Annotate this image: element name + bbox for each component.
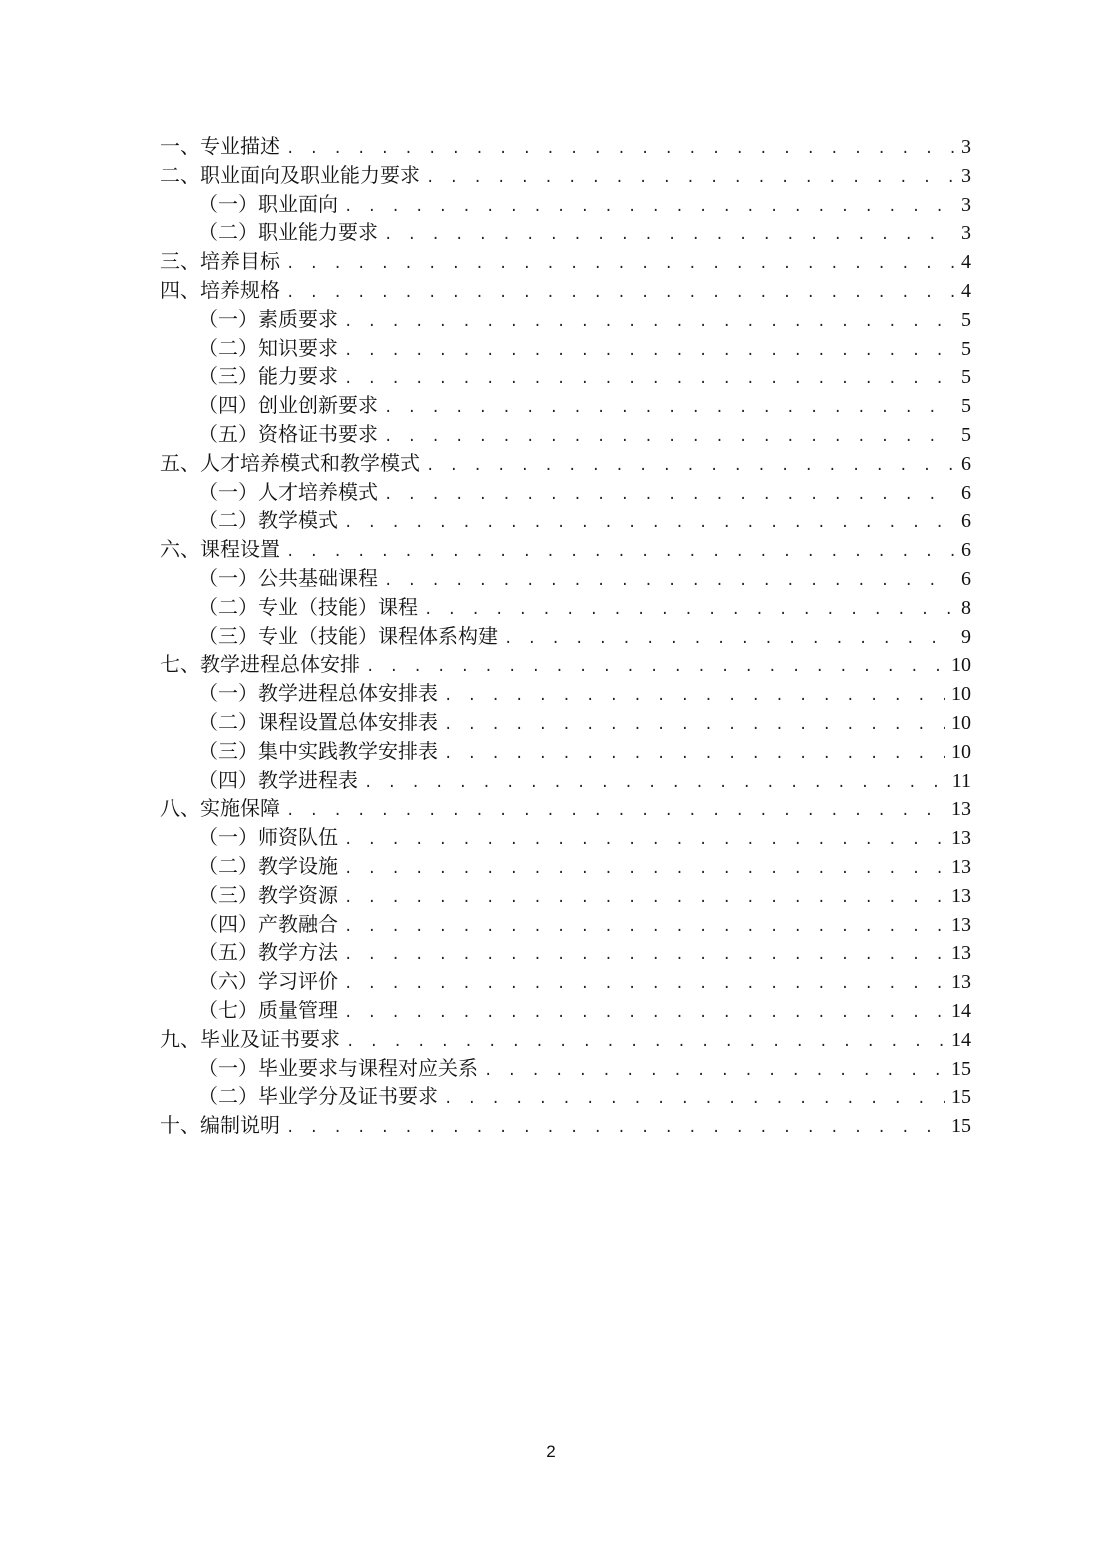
toc-subsection-entry[interactable] (160, 362, 971, 391)
toc-subsection-entry[interactable] (160, 218, 971, 247)
toc-entry-title: （四）创业创新要求 (198, 393, 378, 418)
toc-dot-leader (384, 481, 955, 510)
toc-entry-page-number: 13 (951, 884, 971, 907)
toc-entry-title: （四）产教融合 (198, 911, 338, 936)
toc-section-entry[interactable] (160, 276, 971, 305)
toc-entry-title: 五、人才培养模式和教学模式 (160, 450, 420, 475)
toc-section-entry[interactable] (160, 161, 971, 190)
toc-entry-title: 一、专业描述 (160, 134, 280, 158)
toc-entry-title: （三）能力要求 (198, 364, 338, 389)
toc-entry-page-number: 3 (961, 193, 971, 216)
toc-entry-title: （五）教学方法 (198, 940, 338, 965)
toc-entry-page-number: 13 (951, 913, 971, 936)
toc-dot-leader (426, 164, 955, 193)
toc-dot-leader (426, 452, 955, 481)
toc-entry-title: （三）专业（技能）课程体系构建 (198, 623, 498, 648)
toc-subsection-entry[interactable] (160, 506, 971, 535)
toc-entry-page-number: 3 (961, 222, 971, 245)
toc-entry-page-number: 14 (951, 1028, 971, 1051)
toc-section-entry[interactable] (160, 535, 971, 564)
toc-section-entry[interactable] (160, 794, 971, 823)
toc-entry-page-number: 5 (961, 337, 971, 360)
toc-entry-title: （三）教学资源 (198, 882, 338, 907)
toc-entry-page-number: 6 (961, 567, 971, 590)
toc-section-entry[interactable] (160, 247, 971, 276)
toc-dot-leader (344, 941, 945, 970)
toc-entry-page-number: 13 (951, 942, 971, 965)
toc-entry-page-number: 4 (961, 279, 971, 302)
toc-entry-title: （一）公共基础课程 (198, 565, 378, 590)
toc-dot-leader (484, 1057, 945, 1086)
toc-dot-leader (286, 797, 945, 826)
toc-entry-title: （一）素质要求 (198, 306, 338, 331)
toc-section-entry[interactable] (160, 449, 971, 478)
toc-entry-title: （一）师资队伍 (198, 825, 338, 850)
toc-dot-leader (286, 279, 955, 308)
toc-subsection-entry[interactable] (160, 564, 971, 593)
toc-entry-title: 九、毕业及证书要求 (160, 1026, 340, 1051)
toc-subsection-entry[interactable] (160, 334, 971, 363)
toc-dot-leader (444, 682, 945, 711)
toc-entry-page-number: 10 (951, 740, 971, 763)
toc-entry-page-number: 5 (961, 308, 971, 331)
toc-dot-leader (344, 193, 955, 222)
toc-dot-leader (384, 567, 955, 596)
toc-entry-title: （三）集中实践教学安排表 (198, 738, 438, 763)
toc-entry-page-number: 15 (951, 1115, 971, 1138)
toc-subsection-entry[interactable] (160, 737, 971, 766)
toc-subsection-entry[interactable] (160, 622, 971, 651)
toc-section-entry[interactable] (160, 132, 971, 161)
toc-entry-title: 十、编制说明 (160, 1113, 280, 1138)
toc-entry-title: （一）毕业要求与课程对应关系 (198, 1055, 478, 1080)
toc-entry-page-number: 10 (951, 654, 971, 677)
toc-entry-page-number: 6 (961, 539, 971, 562)
toc-section-entry[interactable] (160, 1111, 971, 1140)
toc-entry-page-number: 6 (961, 510, 971, 533)
toc-entry-page-number: 5 (961, 366, 971, 389)
toc-dot-leader (444, 711, 945, 740)
toc-dot-leader (344, 308, 955, 337)
toc-entry-title: （六）学习评价 (198, 969, 338, 994)
toc-subsection-entry[interactable] (160, 996, 971, 1025)
page-number: 2 (546, 1442, 556, 1461)
toc-entry-title: （一）职业面向 (198, 191, 338, 216)
toc-dot-leader (384, 221, 955, 250)
toc-subsection-entry[interactable] (160, 852, 971, 881)
toc-entry-title: 六、课程设置 (160, 537, 280, 562)
toc-entry-page-number: 11 (951, 769, 971, 792)
toc-entry-title: （二）课程设置总体安排表 (198, 709, 438, 734)
toc-entry-page-number: 13 (951, 798, 971, 821)
toc-entry-title: （二）毕业学分及证书要求 (198, 1084, 438, 1109)
toc-dot-leader (344, 999, 945, 1028)
toc-dot-leader (384, 423, 955, 452)
toc-dot-leader (344, 884, 945, 913)
toc-subsection-entry[interactable] (160, 938, 971, 967)
toc-entry-title: 七、教学进程总体安排 (160, 652, 360, 677)
toc-dot-leader (344, 970, 945, 999)
toc-entry-title: （一）教学进程总体安排表 (198, 681, 438, 706)
toc-dot-leader (384, 394, 955, 423)
toc-dot-leader (444, 1085, 945, 1114)
toc-entry-title: （四）教学进程表 (198, 767, 358, 792)
toc-subsection-entry[interactable] (160, 823, 971, 852)
table-of-contents (160, 132, 971, 1140)
toc-entry-title: （二）教学设施 (198, 853, 338, 878)
toc-subsection-entry[interactable] (160, 305, 971, 334)
toc-subsection-entry[interactable] (160, 708, 971, 737)
toc-dot-leader (346, 1028, 945, 1057)
toc-subsection-entry[interactable] (160, 190, 971, 219)
toc-entry-page-number: 10 (951, 711, 971, 734)
toc-entry-page-number: 3 (961, 136, 971, 158)
toc-dot-leader (364, 769, 946, 798)
toc-entry-title: （二）知识要求 (198, 335, 338, 360)
toc-entry-page-number: 3 (961, 164, 971, 187)
toc-dot-leader (286, 538, 955, 567)
toc-section-entry[interactable] (160, 650, 971, 679)
toc-entry-title: 四、培养规格 (160, 277, 280, 302)
toc-entry-page-number: 13 (951, 855, 971, 878)
toc-entry-page-number: 5 (961, 423, 971, 446)
toc-subsection-entry[interactable] (160, 679, 971, 708)
toc-dot-leader (424, 596, 955, 625)
toc-entry-page-number: 10 (951, 683, 971, 706)
toc-entry-title: （二）教学模式 (198, 508, 338, 533)
toc-subsection-entry[interactable] (160, 967, 971, 996)
toc-entry-page-number: 5 (961, 395, 971, 418)
toc-entry-page-number: 6 (961, 452, 971, 475)
toc-entry-title: （五）资格证书要求 (198, 421, 378, 446)
toc-dot-leader (504, 625, 955, 654)
toc-dot-leader (344, 509, 955, 538)
toc-entry-title: 三、培养目标 (160, 249, 280, 274)
toc-entry-title: （二）专业（技能）课程 (198, 594, 418, 619)
toc-subsection-entry[interactable] (160, 1054, 971, 1083)
toc-entry-page-number: 15 (951, 1057, 971, 1080)
toc-entry-page-number: 6 (961, 481, 971, 504)
toc-entry-title: （七）质量管理 (198, 997, 338, 1022)
toc-section-entry[interactable] (160, 1025, 971, 1054)
toc-dot-leader (344, 365, 955, 394)
toc-entry-page-number: 8 (961, 596, 971, 619)
toc-dot-leader (286, 250, 955, 279)
toc-entry-page-number: 15 (951, 1086, 971, 1109)
toc-subsection-entry[interactable] (160, 420, 971, 449)
toc-entry-title: 八、实施保障 (160, 796, 280, 821)
toc-subsection-entry[interactable] (160, 881, 971, 910)
toc-dot-leader (344, 826, 945, 855)
toc-entry-page-number: 4 (961, 251, 971, 274)
toc-entry-page-number: 13 (951, 971, 971, 994)
toc-subsection-entry[interactable] (160, 391, 971, 420)
toc-dot-leader (444, 740, 945, 769)
toc-subsection-entry[interactable] (160, 910, 971, 939)
toc-subsection-entry[interactable] (160, 1082, 971, 1111)
toc-dot-leader (366, 653, 945, 682)
toc-subsection-entry[interactable] (160, 593, 971, 622)
toc-subsection-entry[interactable] (160, 478, 971, 507)
toc-dot-leader (344, 855, 945, 884)
toc-entry-page-number: 14 (951, 999, 971, 1022)
toc-dot-leader (344, 913, 945, 942)
toc-subsection-entry[interactable] (160, 766, 971, 795)
toc-entry-title: 二、职业面向及职业能力要求 (160, 162, 420, 187)
toc-dot-leader (344, 337, 955, 366)
toc-entry-page-number: 13 (951, 827, 971, 850)
toc-entry-title: （二）职业能力要求 (198, 220, 378, 245)
toc-dot-leader (286, 1114, 945, 1143)
toc-entry-page-number: 9 (961, 625, 971, 648)
toc-dot-leader (286, 135, 955, 164)
toc-entry-title: （一）人才培养模式 (198, 479, 378, 504)
